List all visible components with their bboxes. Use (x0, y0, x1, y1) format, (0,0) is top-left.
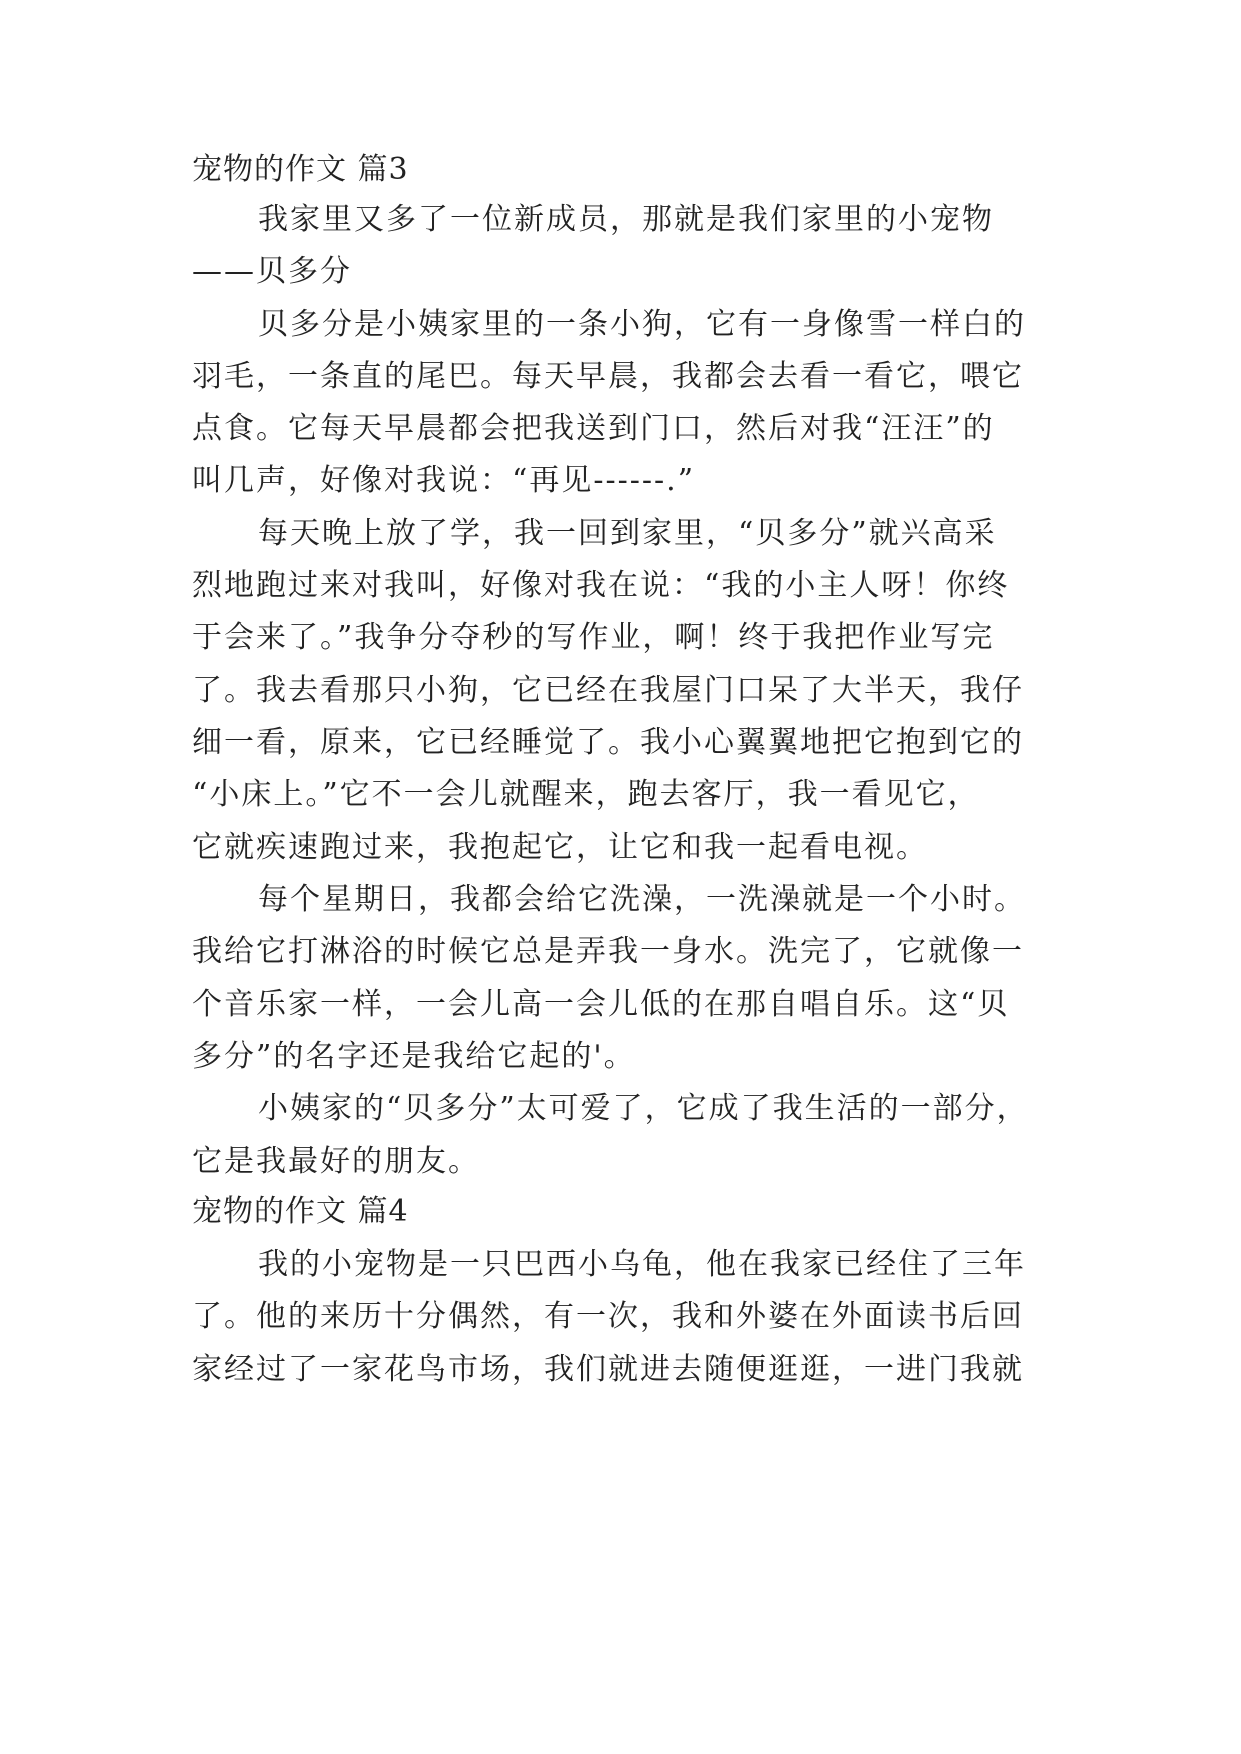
paragraph-line: 我给它打淋浴的时候它总是弄我一身水。洗完了，它就像一 (192, 934, 1024, 969)
paragraph-line: 烈地跑过来对我叫，好像对我在说：“我的小主人呀！你终 (192, 568, 1010, 603)
paragraph-line: 我的小宠物是一只巴西小乌龟，他在我家已经住了三年 (258, 1247, 1026, 1282)
paragraph-line: 每个星期日，我都会给它洗澡，一洗澡就是一个小时。 (258, 882, 1026, 917)
paragraph-line: ——贝多分 (192, 254, 352, 289)
paragraph-line: 小姨家的“贝多分”太可爱了，它成了我生活的一部分， (258, 1091, 1029, 1126)
paragraph-line: 点食。它每天早晨都会把我送到门口，然后对我“汪汪”的 (192, 411, 995, 446)
paragraph-line: 个音乐家一样，一会儿高一会儿低的在那自唱自乐。这“贝 (192, 987, 1010, 1022)
paragraph-line: 于会来了。”我争分夺秒的写作业，啊！终于我把作业写完 (192, 620, 995, 655)
paragraph-line: 羽毛，一条直的尾巴。每天早晨，我都会去看一看它，喂它 (192, 359, 1024, 394)
section-heading-4: 宠物的作文 篇4 (192, 1194, 409, 1229)
paragraph-line: 它就疾速跑过来，我抱起它，让它和我一起看电视。 (192, 830, 928, 865)
paragraph-line: 叫几声，好像对我说：“再见------.” (192, 463, 696, 498)
paragraph-line: 每天晚上放了学，我一回到家里，“贝多分”就兴高采 (258, 516, 997, 551)
paragraph-line: 了。我去看那只小狗，它已经在我屋门口呆了大半天，我仔 (192, 673, 1024, 708)
paragraph-line: 我家里又多了一位新成员，那就是我们家里的小宠物 (258, 202, 994, 237)
section-heading-3: 宠物的作文 篇3 (192, 152, 409, 187)
paragraph-line: 它是我最好的朋友。 (192, 1144, 480, 1179)
paragraph-line: 细一看，原来，它已经睡觉了。我小心翼翼地把它抱到它的 (192, 725, 1024, 760)
paragraph-line: “小床上。”它不一会儿就醒来，跑去客厅，我一看见它， (192, 777, 980, 812)
paragraph-line: 了。他的来历十分偶然，有一次，我和外婆在外面读书后回 (192, 1299, 1024, 1334)
paragraph-line: 贝多分是小姨家里的一条小狗，它有一身像雪一样白的 (258, 307, 1026, 342)
paragraph-line: 家经过了一家花鸟市场，我们就进去随便逛逛，一进门我就 (192, 1352, 1024, 1387)
paragraph-line: 多分”的名字还是我给它起的'。 (192, 1039, 636, 1074)
